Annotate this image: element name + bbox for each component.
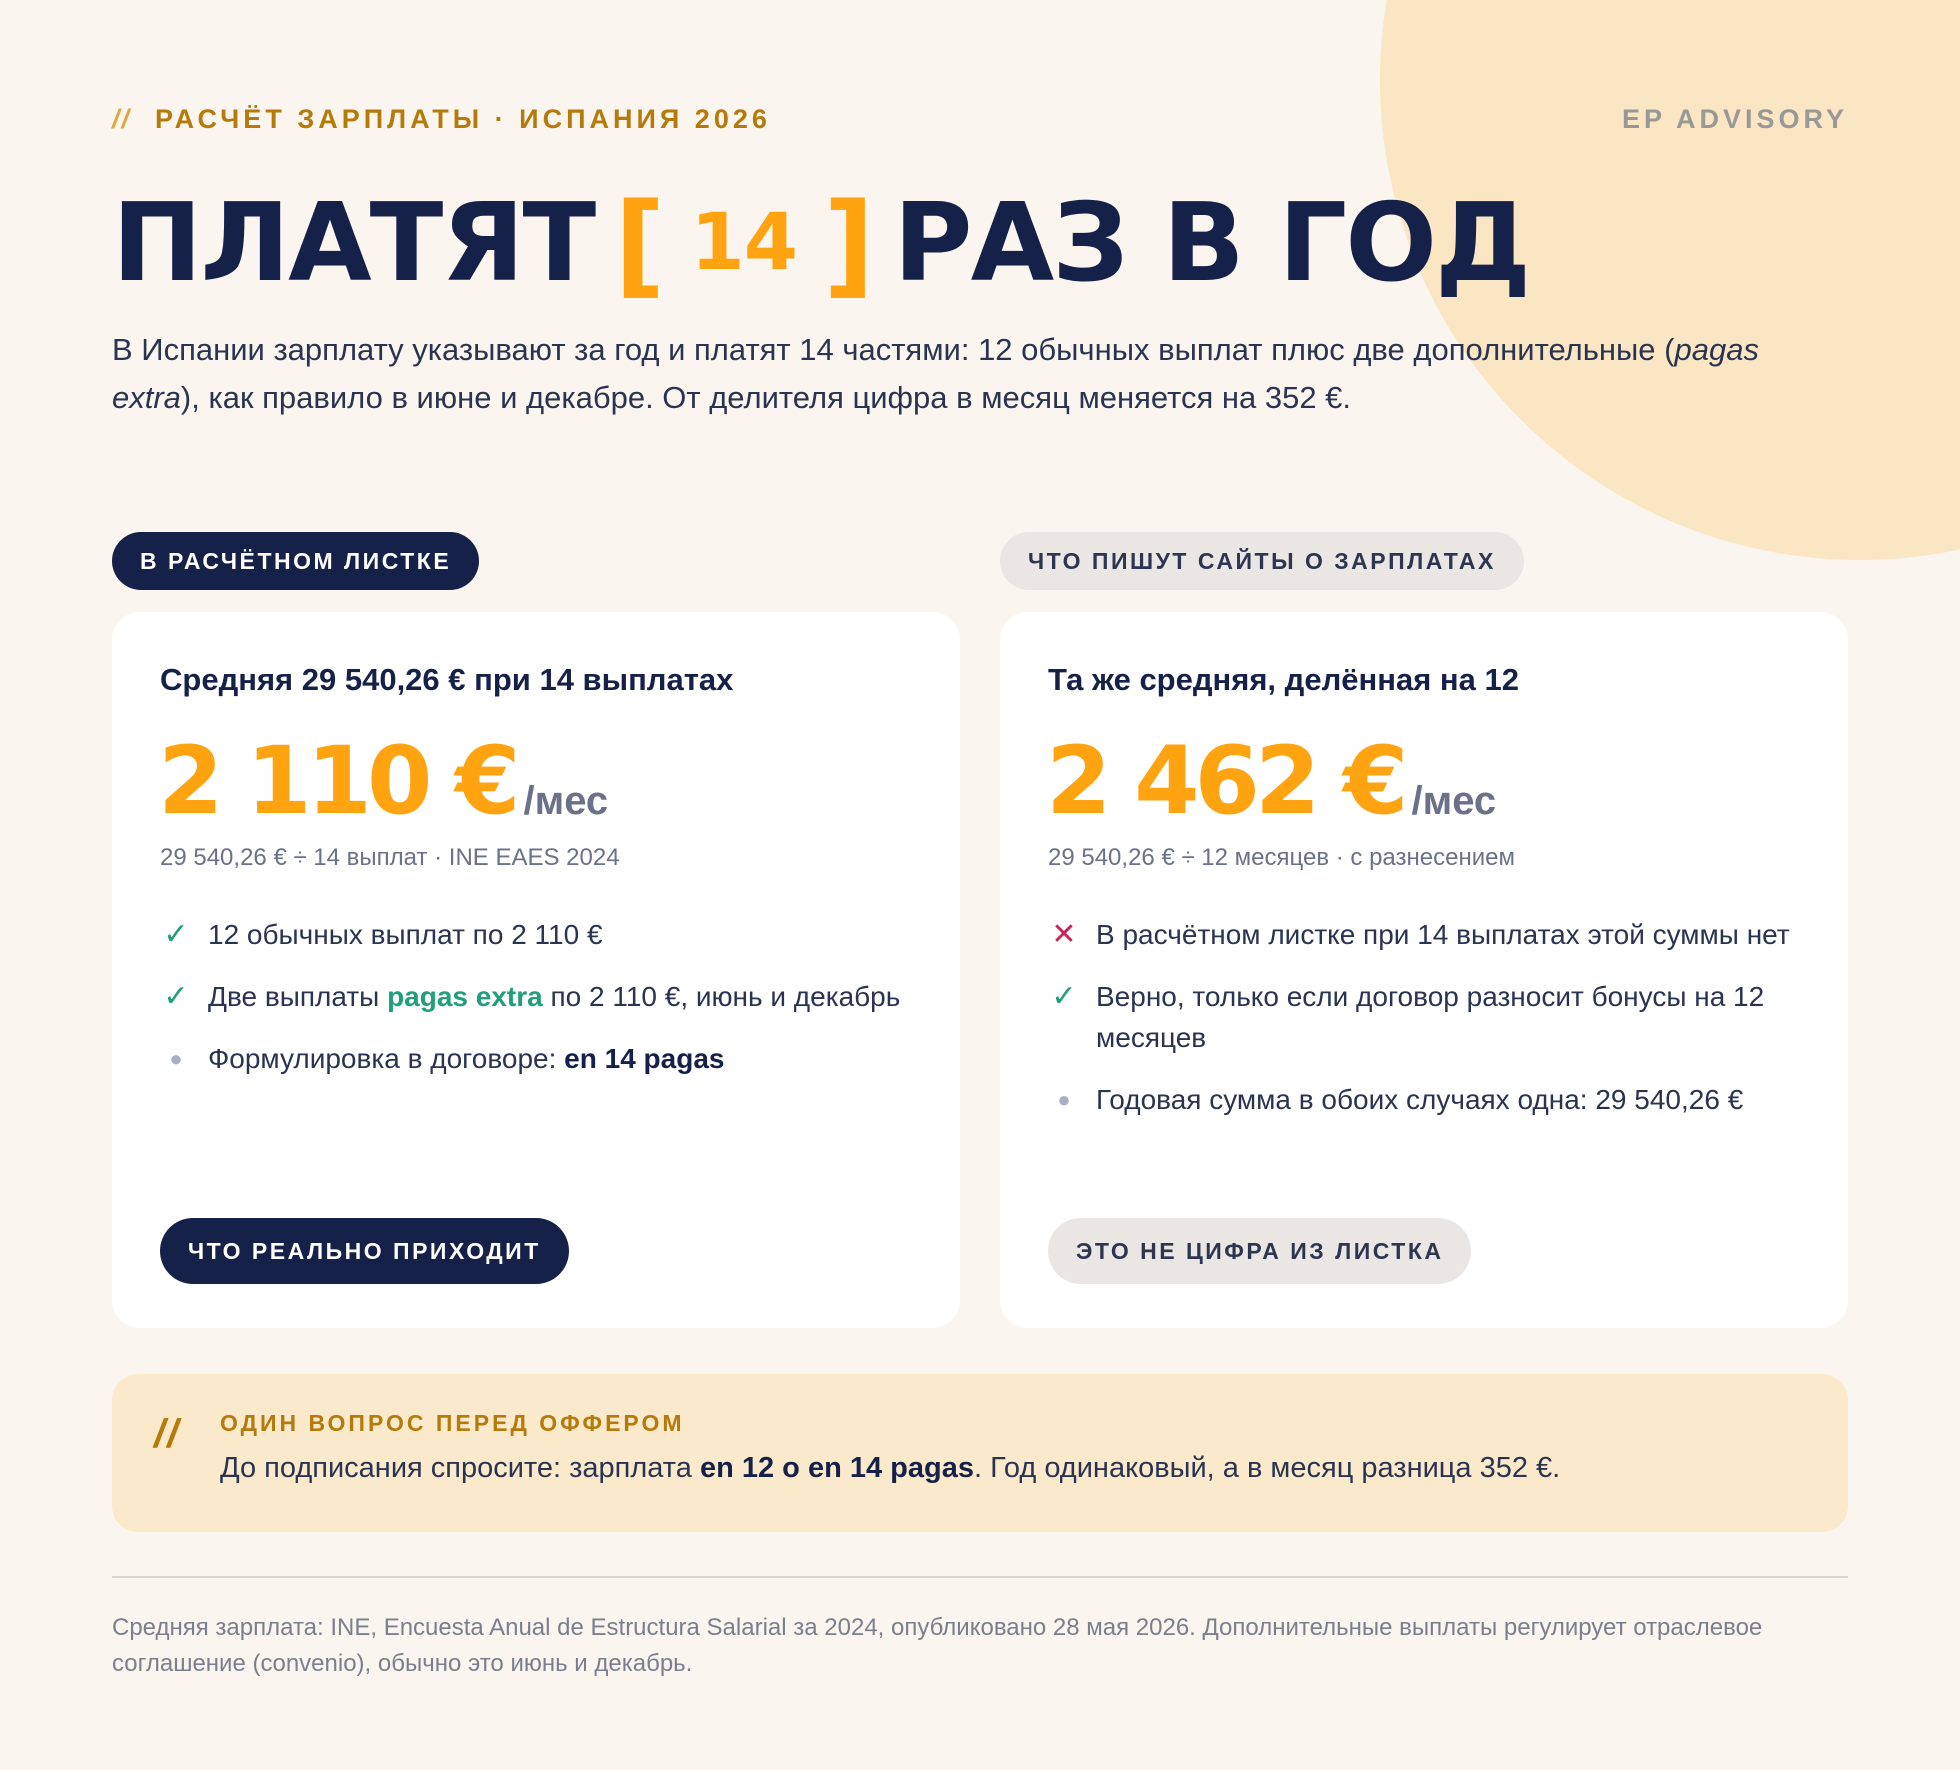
list-item	[160, 976, 920, 1017]
payslip-card	[112, 612, 960, 1328]
real-income-button[interactable]: ЧТО РЕАЛЬНО ПРИХОДИТ	[160, 1218, 569, 1284]
contract-wording: en 14 pagas	[564, 1043, 725, 1074]
list-item-after: по 2 110 €, июнь и декабрь	[542, 981, 901, 1012]
list-item	[1048, 976, 1808, 1058]
pagas-extra-highlight: pagas extra	[387, 981, 543, 1012]
calculation-note: 29 540,26 € ÷ 12 месяцев · с разнесением	[1048, 844, 1515, 871]
payslip-list	[160, 914, 920, 1100]
note-after: . Год одинаковый, а в месяц разница 352 €.	[973, 1452, 1561, 1484]
bracket-open: [	[614, 180, 665, 310]
list-item-text: Годовая сумма в обоих случаях одна: 29 540,26 €	[1096, 1084, 1744, 1115]
divider	[112, 1576, 1848, 1578]
list-item-before: Две выплаты	[208, 981, 388, 1012]
note-text	[220, 1452, 1560, 1485]
bracket-close: ]	[823, 180, 874, 310]
check-icon: ✓	[1051, 980, 1077, 1013]
list-item	[1048, 914, 1808, 955]
headline-number	[614, 166, 874, 310]
lead-part2: ), как правило в июне и декабре. От делителя цифра в месяц меняется на 352 €.	[180, 380, 1352, 415]
footer-source-note: Средняя зарплата: INE, Encuesta Anual de Estructura Salarial за 2024, опубликовано 28 мая 2026. Дополнительные выплаты регулирует отраслевое соглашение (convenio), обычно это июнь и декабрь.	[112, 1614, 1763, 1677]
not-payslip-button[interactable]: ЭТО НЕ ЦИФРА ИЗ ЛИСТКА	[1048, 1218, 1471, 1284]
list-item	[1048, 1079, 1808, 1120]
slashes-icon: //	[112, 104, 132, 134]
card-title: Та же средняя, делённая на 12	[1048, 662, 1519, 697]
list-item-before: Формулировка в договоре:	[208, 1043, 565, 1074]
bullet-dot-icon: ●	[169, 1046, 183, 1071]
list-item	[160, 914, 920, 955]
headline-number-value: 14	[690, 198, 798, 288]
lead-part1: В Испании зарплату указывают за год и платят 14 частями: 12 обычных выплат плюс две дополнительные (	[112, 332, 1675, 367]
list-item	[160, 1038, 920, 1079]
bullet-dot-icon: ●	[1057, 1087, 1071, 1112]
kicker	[112, 104, 771, 135]
note-before: До подписания спросите: зарплата	[220, 1452, 700, 1484]
top-bar	[112, 104, 1848, 140]
list-item-text: Верно, только если договор разносит бонусы на 12 месяцев	[1096, 981, 1765, 1053]
headline-before: ПЛАТЯТ	[112, 180, 595, 306]
payslip-pill: В РАСЧЁТНОМ ЛИСТКЕ	[112, 532, 479, 590]
check-icon: ✓	[163, 980, 189, 1013]
slashes-icon: //	[154, 1412, 181, 1456]
monthly-amount	[1046, 722, 1496, 842]
callout-note	[112, 1374, 1848, 1532]
amount-unit: /мес	[523, 779, 609, 823]
list-item-text: 12 обычных выплат по 2 110 €	[208, 919, 603, 950]
headline-after: РАЗ В ГОД	[893, 180, 1530, 306]
monthly-amount	[158, 722, 608, 842]
kicker-text: РАСЧЁТ ЗАРПЛАТЫ · ИСПАНИЯ 2026	[155, 104, 771, 134]
note-strong: en 12 o en 14 pagas	[699, 1452, 974, 1484]
amount-unit: /мес	[1411, 779, 1497, 823]
salary-sites-card	[1000, 612, 1848, 1328]
headline	[112, 168, 1529, 318]
salary-sites-list	[1048, 914, 1808, 1141]
amount-value: 2 462 €	[1046, 727, 1404, 836]
list-item-text: В расчётном листке при 14 выплатах этой суммы нет	[1096, 919, 1790, 950]
calculation-note: 29 540,26 € ÷ 14 выплат · INE EAES 2024	[160, 844, 620, 871]
card-title: Средняя 29 540,26 € при 14 выплатах	[160, 662, 734, 697]
salary-sites-pill: ЧТО ПИШУТ САЙТЫ О ЗАРПЛАТАХ	[1000, 532, 1524, 590]
note-title: ОДИН ВОПРОС ПЕРЕД ОФФЕРОМ	[220, 1410, 685, 1436]
lead-paragraph	[112, 326, 1832, 422]
brand-name: EP ADVISORY	[1621, 104, 1848, 134]
check-icon: ✓	[163, 918, 189, 951]
lead-italic: pagas extra	[112, 332, 1759, 415]
amount-value: 2 110 €	[158, 727, 516, 836]
page	[112, 0, 1848, 1770]
cross-icon: ✕	[1051, 918, 1077, 951]
